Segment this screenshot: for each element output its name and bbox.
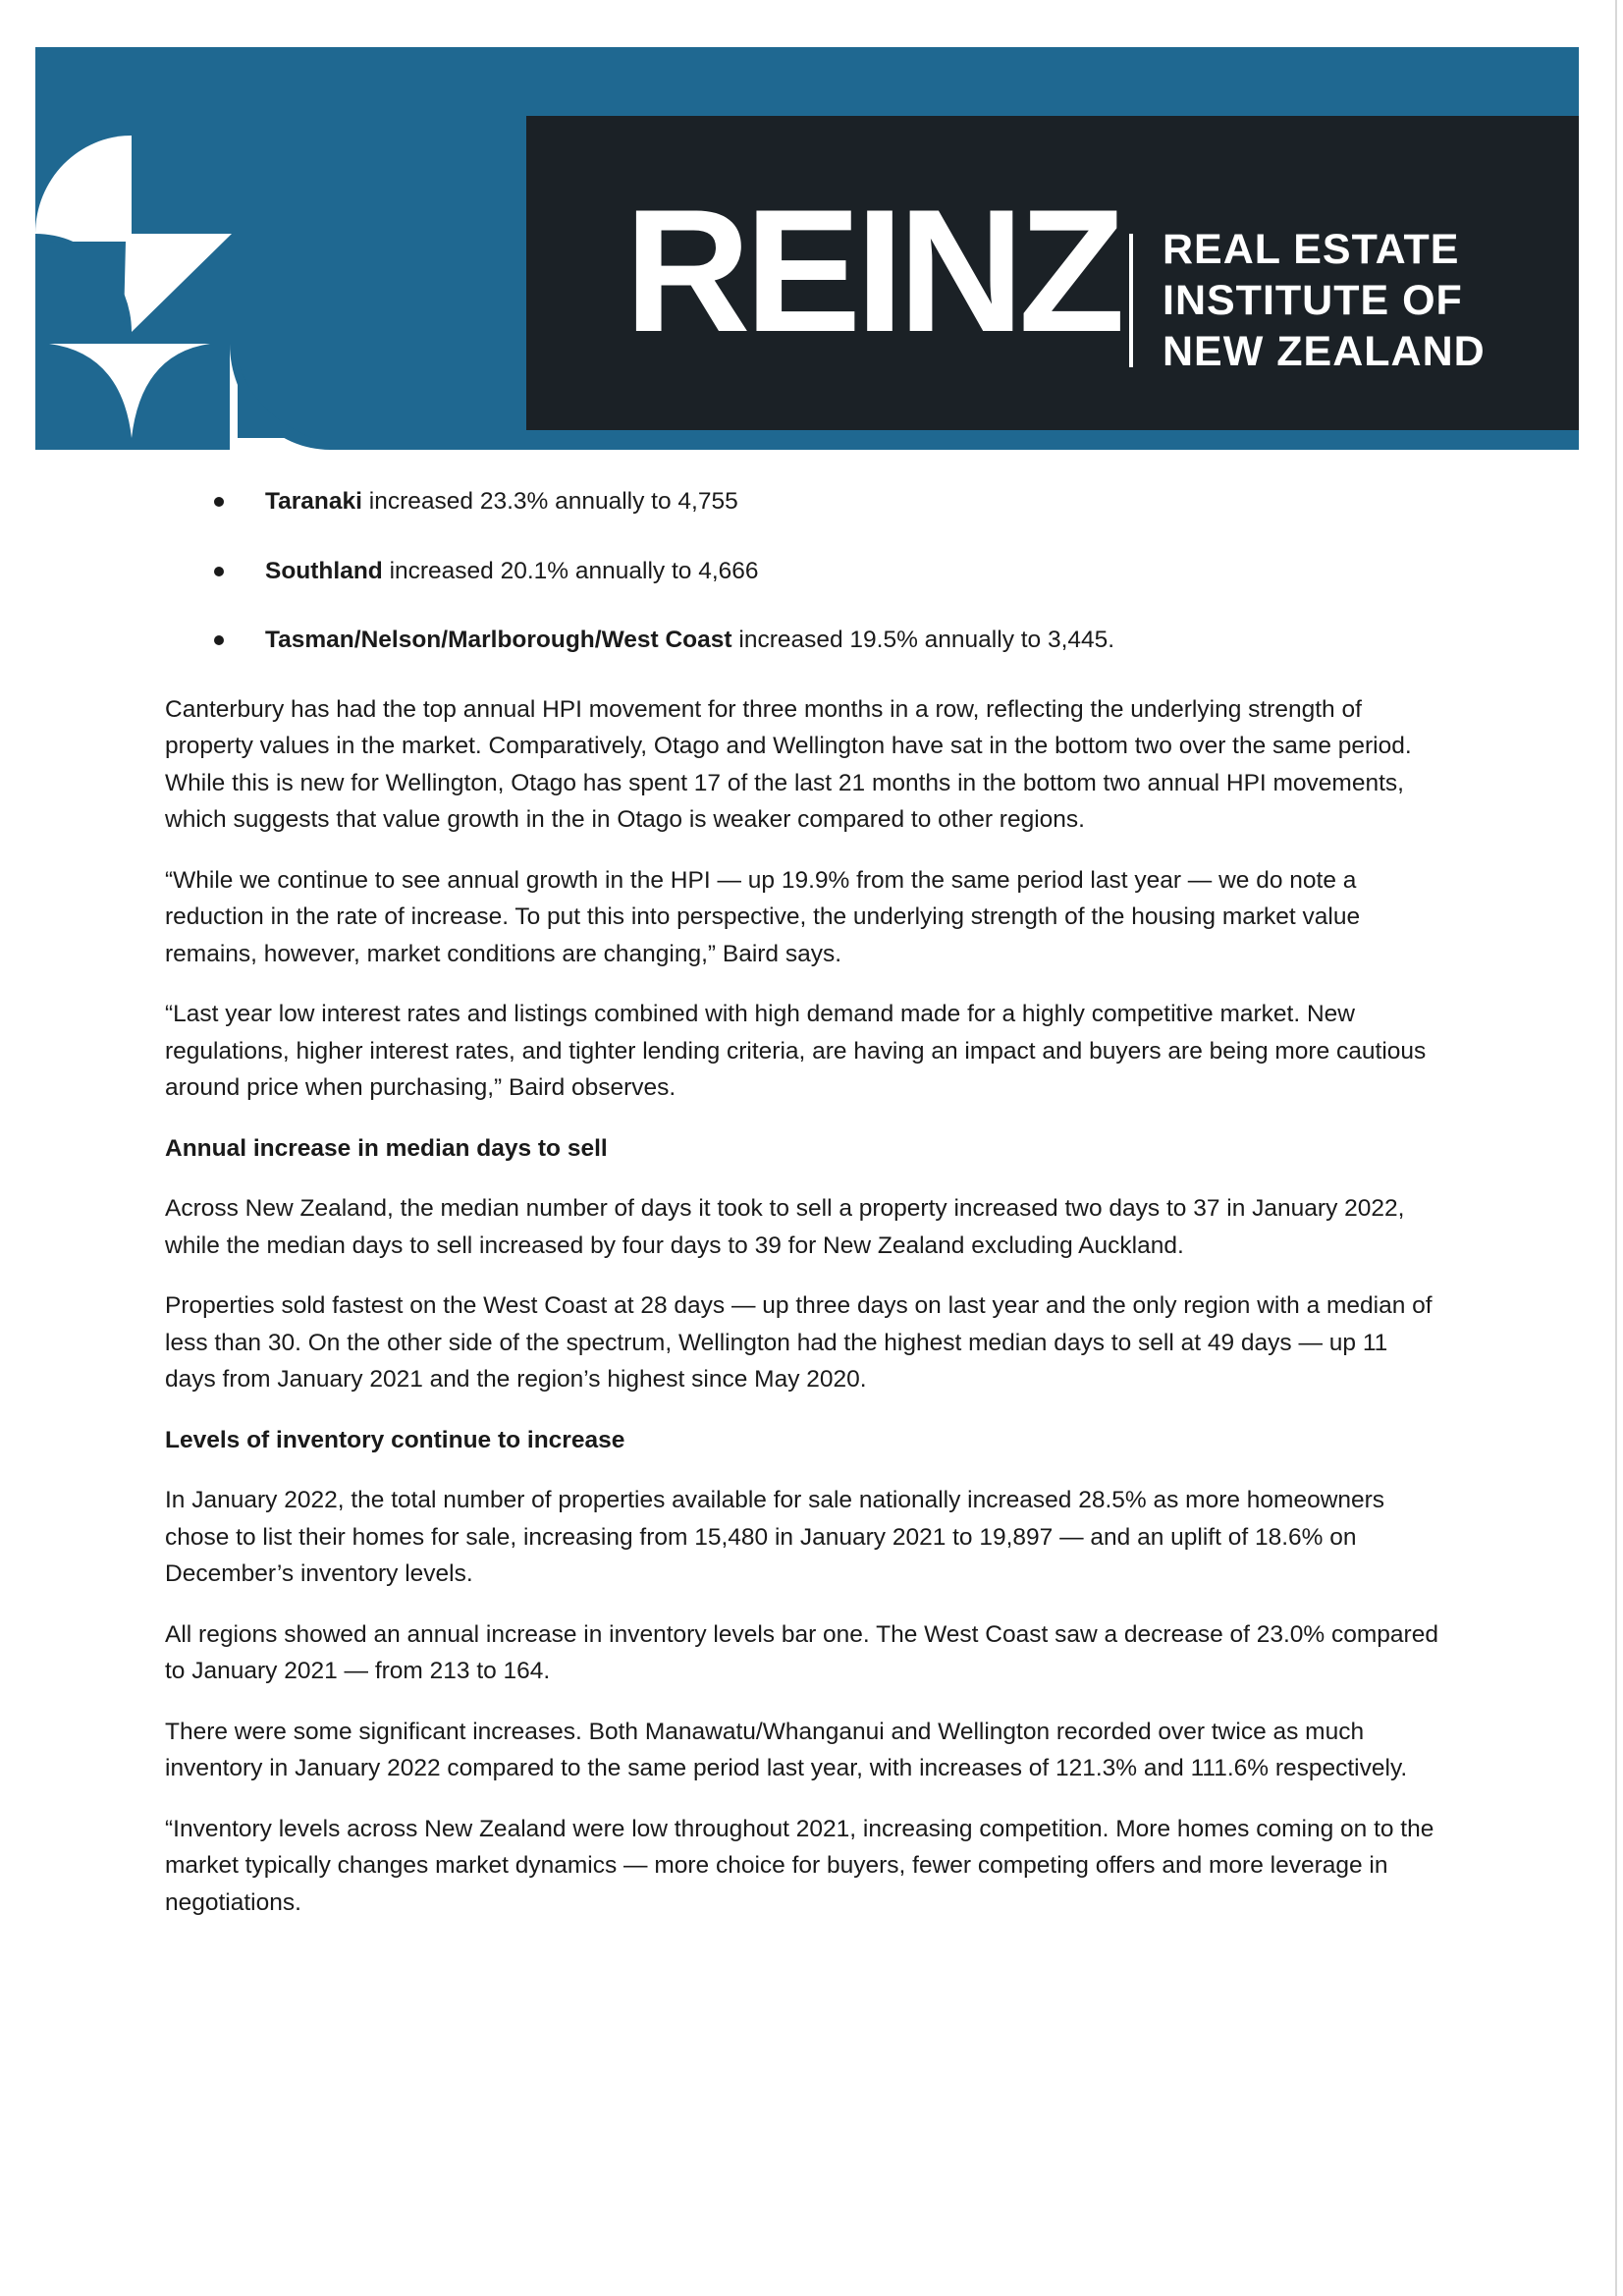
region-stat: increased 20.1% annually to 4,666 <box>382 557 759 584</box>
bullet-icon <box>214 567 224 576</box>
list-item <box>165 483 1441 520</box>
reinz-logo-text: REINZ <box>624 173 1119 368</box>
header-banner <box>35 47 1579 450</box>
paragraph-west-coast: Properties sold fastest on the West Coast at 28 days — up three days on last year and the only region with a median of less than 30. On the other side of the spectrum, Wellington had the highest median days to sell at 49 days — up 11 days from January 2021 and the region’s highest since May 2020. <box>165 1292 1433 1393</box>
heading-inventory: Levels of inventory continue to increase <box>165 1426 625 1453</box>
paragraph-inventory-regions: All regions showed an annual increase in inventory levels bar one. The West Coast saw a decrease of 23.0% compared to January 2021 — from 213 to 164. <box>165 1620 1438 1684</box>
region-bullet-list <box>165 483 1441 659</box>
paragraph-baird-quote-2: “Last year low interest rates and listings combined with high demand made for a highly competitive market. New regulations, higher interest rates, and tighter lending criteria, are having an impact and buyers are being more cautious around price when purchasing,” Baird observes. <box>165 1001 1427 1101</box>
bullet-icon <box>214 635 224 645</box>
shape-lower-arrow <box>49 344 210 438</box>
region-name: Taranaki <box>265 488 362 515</box>
tagline-line-2: INSTITUTE OF <box>1163 277 1463 324</box>
geometric-logo-shapes <box>35 47 330 450</box>
logo-divider <box>1129 234 1133 367</box>
region-stat: increased 23.3% annually to 4,755 <box>361 488 738 515</box>
paragraph-canterbury-hpi: Canterbury has had the top annual HPI movement for three months in a row, reflecting the underlying strength of property values in the market. Comparatively, Otago and Wellington have sat in the bottom two over the same period. While this is new for Wellington, Otago has spent 17 of the last 21 months in the bottom two annual HPI movements, which suggests that value growth in the in Otago is weaker compared to other regions. <box>165 695 1412 833</box>
logo-tagline <box>1163 224 1486 377</box>
paragraph-inventory-increases: There were some significant increases. Both Manawatu/Whanganui and Wellington recorded over twice as much inventory in January 2022 compared to the same period last year, with increases of 121.3% and 111.6% respectively. <box>165 1718 1408 1781</box>
tagline-line-3: NEW ZEALAND <box>1163 328 1486 375</box>
paragraph-baird-quote-1: “While we continue to see annual growth in the HPI — up 19.9% from the same period last year — we do note a reduction in the rate of increase. To put this into perspective, the underlying strength of the housing market value remains, however, market conditions are changing,” Baird says. <box>165 866 1361 967</box>
document-body <box>165 483 1441 1944</box>
list-item <box>165 553 1441 590</box>
region-name: Tasman/Nelson/Marlborough/West Coast <box>265 627 732 653</box>
paragraph-inventory-quote: “Inventory levels across New Zealand were low throughout 2021, increasing competition. More homes coming on to the market typically changes market dynamics — more choice for buyers, fewer competing offers and more leverage in negotiations. <box>165 1815 1434 1916</box>
region-name: Southland <box>265 557 383 584</box>
region-stat: increased 19.5% annually to 3,445. <box>731 627 1115 653</box>
paragraph-median-days: Across New Zealand, the median number of days it took to sell a property increased two days to 37 in January 2022, while the median days to sell increased by four days to 39 for New Zealand excluding Auckland. <box>165 1195 1405 1259</box>
heading-median-days: Annual increase in median days to sell <box>165 1134 608 1162</box>
shape-bottom-quarter <box>230 344 330 450</box>
page-edge <box>1615 0 1617 2296</box>
tagline-line-1: REAL ESTATE <box>1163 226 1460 273</box>
shape-upper-quarter <box>35 136 132 234</box>
logo-panel <box>526 116 1579 430</box>
shape-left-arrow <box>35 234 132 332</box>
list-item <box>165 622 1441 659</box>
paragraph-inventory-total: In January 2022, the total number of properties available for sale nationally increased 28.5% as more homeowners chose to list their homes for sale, increasing from 15,480 in January 2021 to 19,897 — and an uplift of 18.6% on December’s inventory levels. <box>165 1487 1385 1587</box>
bullet-icon <box>214 497 224 507</box>
